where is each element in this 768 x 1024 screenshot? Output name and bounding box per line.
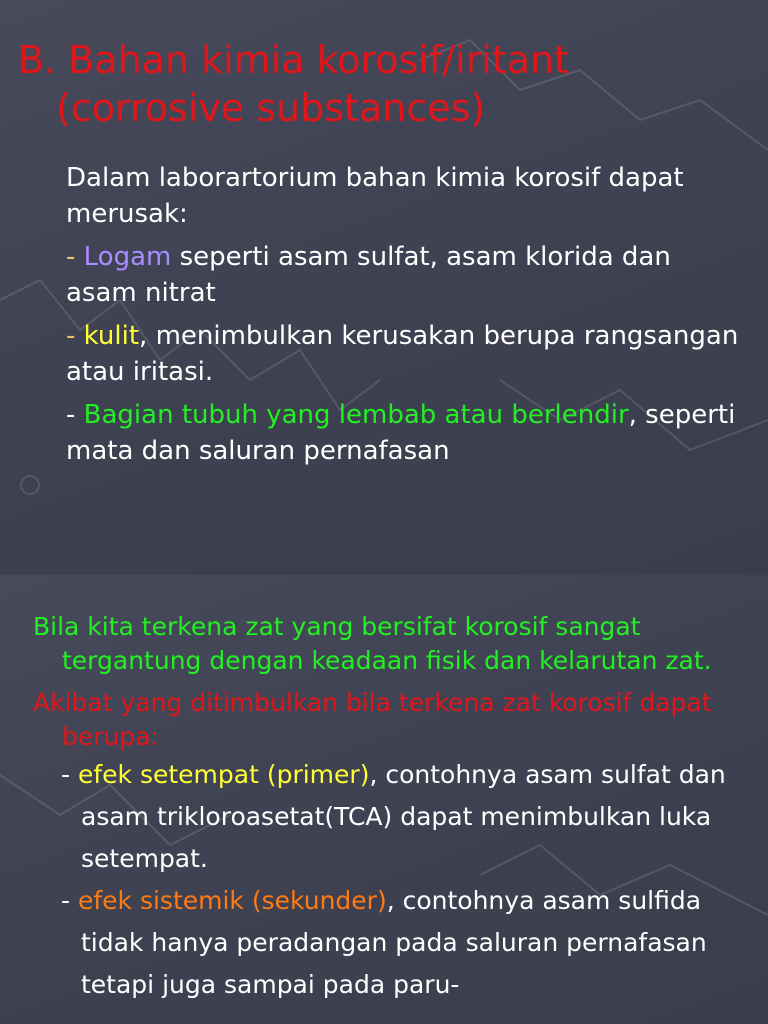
effect-text: , contohnya asam sulfat dan asam trikloroasetat(TCA) dapat menimbulkan luka setempat. — [81, 760, 726, 873]
bullet-kulit — [66, 318, 746, 390]
title-line-2: (corrosive substances) — [56, 86, 486, 130]
highlight-kulit: kulit — [83, 321, 140, 351]
bullet-bagian-tubuh — [66, 397, 746, 469]
highlight-bagian-tubuh: Bagian tubuh yang lembab atau berlendir — [83, 400, 629, 430]
bullet-text: seperti asam sulfat, asam klorida dan asam nitrat — [66, 242, 671, 308]
effect-sekunder — [33, 880, 753, 1006]
bullet-dash: - — [61, 760, 78, 789]
bullet-text: , menimbulkan kerusakan berupa rangsangan atau iritasi. — [66, 321, 739, 387]
effect-text: , contohnya asam sulfida tidak hanya peradangan pada saluran pernafasan tetapi juga sampai pada paru- — [81, 886, 707, 999]
highlight-efek-sistemik: efek sistemik (sekunder) — [77, 886, 387, 915]
intro-text: Dalam laborartorium bahan kimia korosif dapat merusak: — [66, 163, 684, 229]
bullet-logam — [66, 239, 746, 311]
bullet-dash: - — [66, 242, 84, 272]
effect-primer — [33, 754, 753, 880]
bullet-dash: - — [66, 321, 84, 351]
slide-2-body — [33, 610, 753, 1006]
paragraph-bila: Bila kita terkena zat yang bersifat korosif sangat tergantung dengan keadaan fisik dan kelarutan zat. — [33, 612, 712, 675]
slide-1-body — [66, 160, 746, 476]
paragraph-akibat: Akibat yang ditimbulkan bila terkena zat korosif dapat berupa: — [33, 688, 712, 751]
slide-2 — [0, 575, 768, 1024]
highlight-efek-setempat: efek setempat (primer) — [77, 760, 370, 789]
title-line-1: B. Bahan kimia korosif/iritant — [18, 38, 569, 82]
bullet-text: , seperti mata dan saluran pernafasan — [66, 400, 736, 466]
slide-title — [18, 36, 569, 132]
bullet-dash: - — [61, 886, 78, 915]
bullet-dash: - — [66, 400, 84, 430]
highlight-logam: Logam — [83, 242, 172, 272]
